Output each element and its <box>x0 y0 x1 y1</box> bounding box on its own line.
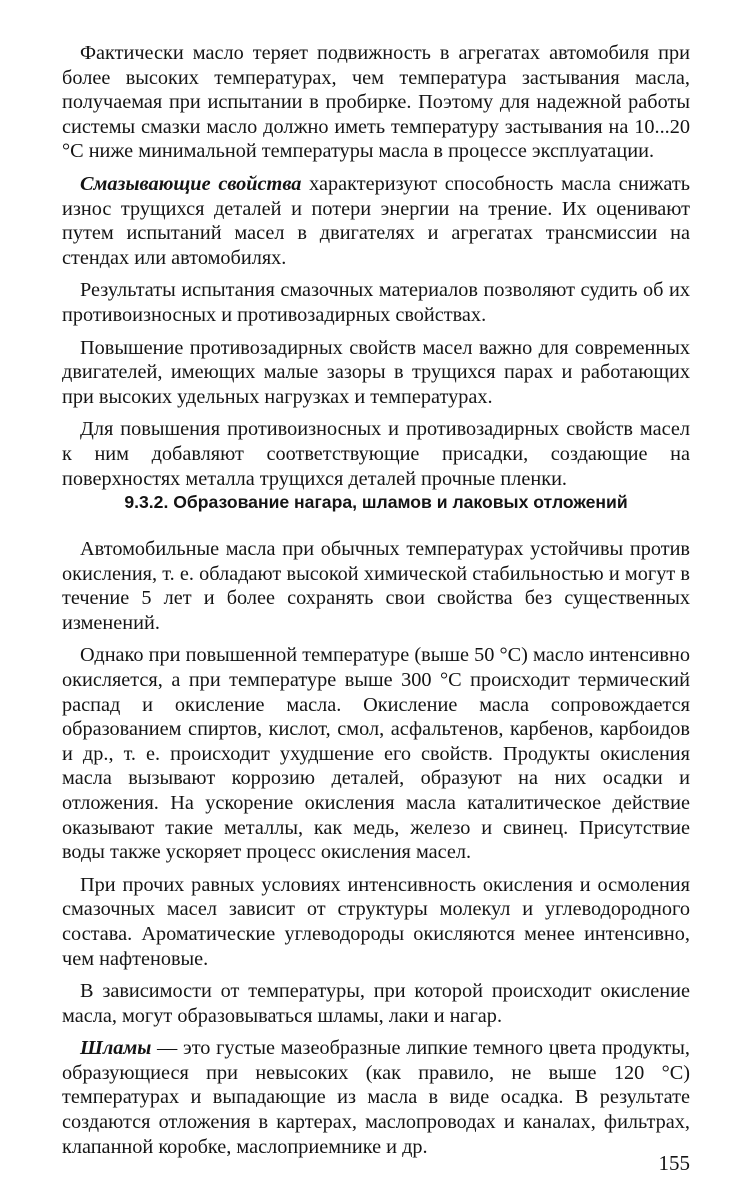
paragraph <box>62 643 690 864</box>
text-section-bottom <box>62 537 690 1167</box>
paragraph <box>62 172 690 270</box>
paragraph <box>62 417 690 491</box>
paragraph <box>62 278 690 327</box>
page-number: 155 <box>658 1151 690 1175</box>
section-heading: 9.3.2. Образование нагара, шламов и лаковых отложений <box>124 492 628 512</box>
defined-term: Шламы <box>80 1037 152 1060</box>
paragraph <box>62 979 690 1028</box>
paragraph-text: Повышение противозадирных свойств масел важно для современных двигателей, имеющих малые зазоры в трущихся парах и работающих при высоких удельных нагрузках и температурах. <box>62 336 690 408</box>
paragraph <box>62 336 690 410</box>
defined-term: Смазывающие свойства <box>80 172 302 195</box>
paragraph-text: Фактически масло теряет подвижность в агрегатах автомобиля при более высоких температурах, чем температура застывания масла, получаемая при испытании в пробирке. Поэтому для надежной работы системы смазки масло должно иметь температуру застывания на 10...20 °С ниже минимальной температуры масла в процессе эксплуатации. <box>62 42 690 163</box>
paragraph-text: Автомобильные масла при обычных температурах устойчивы против окисления, т. е. обладают высокой химической стабильностью и могут в течение 5 лет и более сохранять свои свойства без существенных изменений. <box>62 538 690 634</box>
paragraph-text: Результаты испытания смазочных материалов позволяют судить об их противоизносных и противозадирных свойствах. <box>62 279 690 326</box>
text-section-top <box>62 41 690 499</box>
paragraph-text: При прочих равных условиях интенсивность окисления и осмоления смазочных масел зависит от структуры молекул и углеводородного состава. Ароматические углеводороды окисляются менее интенсивно, чем нафтеновые. <box>62 873 690 970</box>
paragraph-text: характеризуют способность масла снижать износ трущихся деталей и потери энергии на трение. Их оценивают путем испытаний масел в двигателях и агрегатах трансмиссии на стендах или автомобилях. <box>62 172 690 269</box>
paragraph <box>62 1036 690 1159</box>
paragraph <box>62 873 690 971</box>
paragraph <box>62 41 690 164</box>
paragraph-text: Однако при повышенной температуре (выше 50 °С) масло интенсивно окисляется, а при температуре выше 300 °С происходит термический распад и окисление масла. Окисление масла сопровождается образованием спиртов, кислот, смол, асфальтенов, карбенов, карбоидов и др., т. е. происходит ухудшение его свойств. Продукты окисления масла вызывают коррозию деталей, образуют на них осадки и отложения. На ускорение окисления масла каталитическое действие оказывают такие металлы, как медь, железо и свинец. Присутствие воды также ускоряет процесс окисления масел. <box>62 644 690 864</box>
paragraph-text: В зависимости от температуры, при которой происходит окисление масла, могут образовываться шламы, лаки и нагар. <box>62 980 690 1027</box>
paragraph-text: Для повышения противоизносных и противозадирных свойств масел к ним добавляют соответствующие присадки, создающие на поверхностях металла трущихся деталей прочные пленки. <box>62 418 690 490</box>
paragraph-text: — это густые мазеобразные липкие темного цвета продукты, образующиеся при невысоких (как правило, не выше 120 °С) температурах и выпадающие из масла в виде осадка. В результате создаются отложения в картерах, маслопроводах и каналах, фильтрах, клапанной коробке, маслоприемнике и др. <box>62 1037 690 1158</box>
paragraph <box>62 537 690 635</box>
